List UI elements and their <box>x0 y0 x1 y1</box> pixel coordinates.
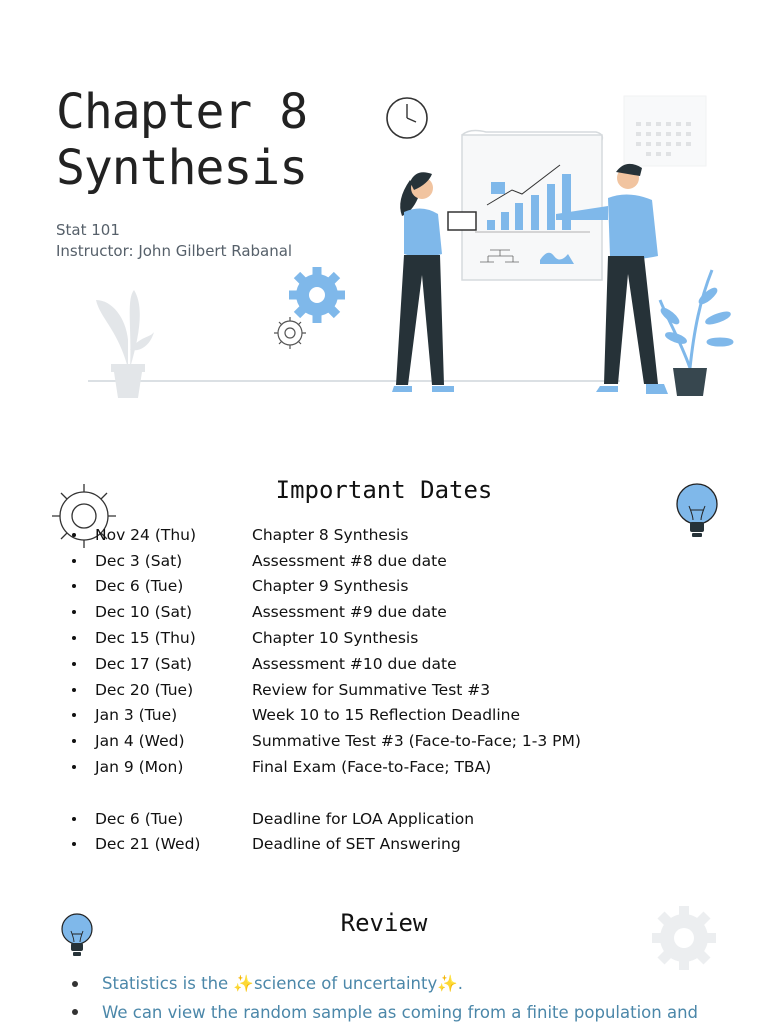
presentation-illustration <box>80 88 760 408</box>
event-label: Final Exam (Face-to-Face; TBA) <box>252 758 492 777</box>
clock-icon <box>387 98 427 138</box>
gear-icon-blue <box>289 267 345 323</box>
review-list <box>72 970 762 1026</box>
plant-icon-blue <box>660 270 732 396</box>
event-label: Chapter 10 Synthesis <box>252 629 419 648</box>
event-label: Chapter 8 Synthesis <box>252 525 409 544</box>
review-heading: Review <box>340 909 428 937</box>
event-label: Assessment #9 due date <box>252 603 447 622</box>
event-label: Deadline for LOA Application <box>252 809 475 828</box>
important-dates-heading: Important Dates <box>275 476 493 504</box>
gear-icon-small <box>274 317 306 349</box>
list-item <box>72 970 762 998</box>
date-label: Dec 21 (Wed) <box>95 835 201 854</box>
date-label: Dec 10 (Sat) <box>95 603 193 622</box>
lightbulb-icon-right <box>673 482 721 542</box>
date-label: Dec 17 (Sat) <box>95 654 193 673</box>
date-label: Jan 4 (Wed) <box>95 732 185 751</box>
date-label: Jan 3 (Tue) <box>95 706 178 725</box>
date-label: Dec 20 (Tue) <box>95 680 194 699</box>
calendar-icon <box>624 96 706 166</box>
review-text: We can view the random sample as coming from a finite population and <box>102 1002 699 1022</box>
date-label: Nov 24 (Thu) <box>95 525 197 544</box>
event-label: Summative Test #3 (Face-to-Face; 1-3 PM) <box>252 732 581 751</box>
title-line-2: Synthesis <box>56 140 308 196</box>
plant-icon-grey <box>96 290 154 398</box>
event-label: Assessment #10 due date <box>252 654 457 673</box>
title-line-1: Chapter 8 <box>56 84 308 140</box>
chart-board <box>462 131 602 280</box>
event-label: Deadline of SET Answering <box>252 835 461 854</box>
date-label: Dec 15 (Thu) <box>95 629 196 648</box>
course-name: Stat 101 <box>56 221 120 239</box>
event-label: Chapter 9 Synthesis <box>252 577 409 596</box>
date-label: Dec 6 (Tue) <box>95 577 184 596</box>
event-label: Assessment #8 due date <box>252 551 447 570</box>
event-label: Week 10 to 15 Reflection Deadline <box>252 706 521 725</box>
list-item <box>72 998 762 1026</box>
date-label: Jan 9 (Mon) <box>95 758 184 777</box>
gear-icon-faded <box>650 904 718 972</box>
date-label: Dec 3 (Sat) <box>95 551 183 570</box>
instructor-name: Instructor: John Gilbert Rabanal <box>56 242 293 260</box>
event-label: Review for Summative Test #3 <box>252 680 491 699</box>
review-text: Statistics is the ✨science of uncertainty✨. <box>102 974 464 993</box>
date-label: Dec 6 (Tue) <box>95 809 184 828</box>
lightbulb-icon-left <box>58 912 96 962</box>
